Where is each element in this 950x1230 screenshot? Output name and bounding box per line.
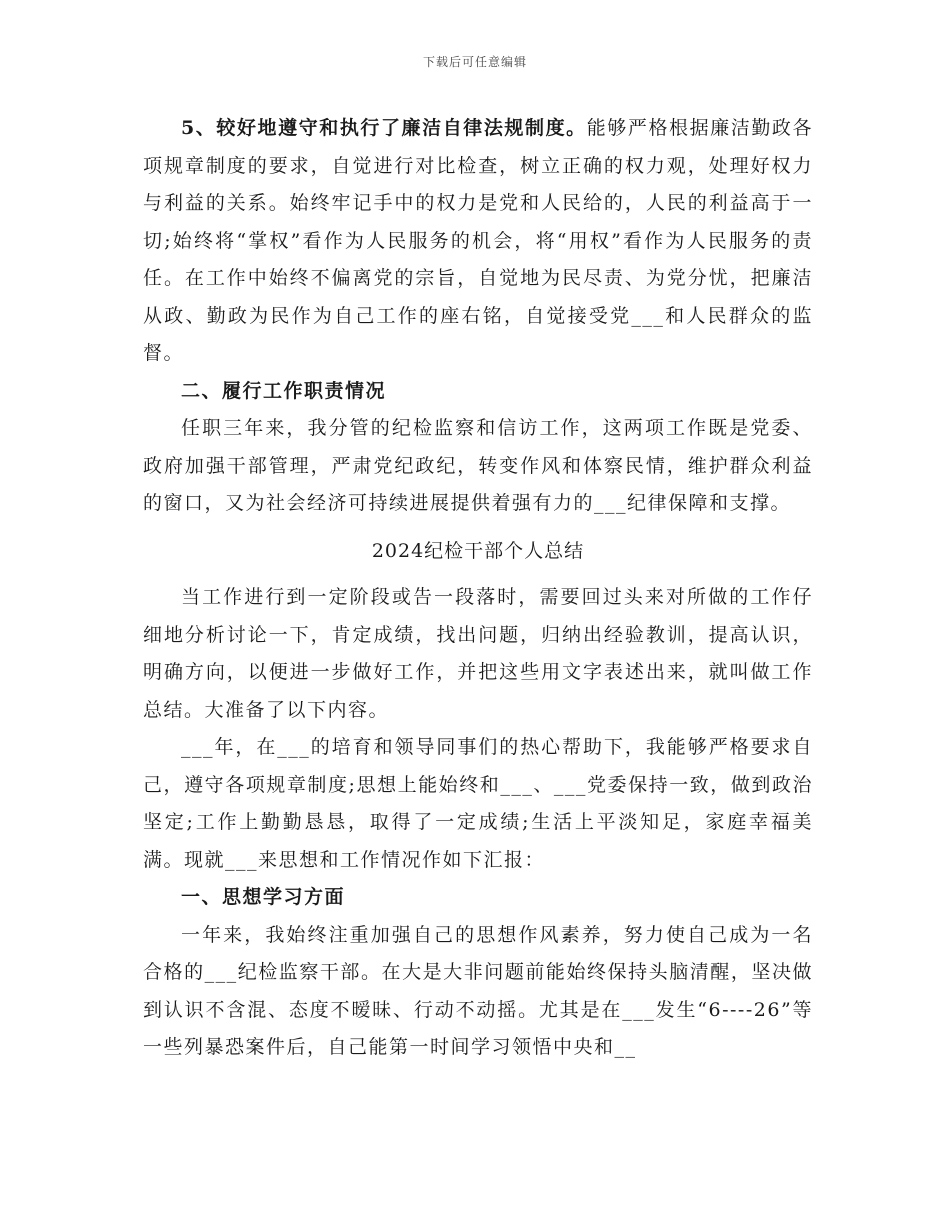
- paragraph-integrity-text: 能够严格根据廉洁勤政各项规章制度的要求，自觉进行对比检查，树立正确的权力观，处理好权力与利益的关系。始终牢记手中的权力是党和人民给的，人民的利益高于一切;始终将“掌权”看作为人民服务的机会，将“用权”看作为人民服务的责任。在工作中始终不偏离党的宗旨，自觉地为民尽责、为党分忧，把廉洁从政、勤政为民作为自己工作的座右铭，自觉接受党___和人民群众的监督。: [143, 117, 813, 364]
- paragraph-overview: ___年，在___的培育和领导同事们的热心帮助下，我能够严格要求自己，遵守各项规章制度;思想上能始终和___、___党委保持一致，做到政治坚定;工作上勤勤恳恳，取得了一定成绩;生活上平淡知足，家庭幸福美满。现就___来思想和工作情况作如下汇报：: [143, 736, 813, 871]
- paragraph-duties: 任职三年来，我分管的纪检监察和信访工作，这两项工作既是党委、政府加强干部管理，严肃党纪政纪，转变作风和体察民情，维护群众利益的窗口，又为社会经济可持续进展提供着强有力的___纪律保障和支撑。: [143, 417, 813, 514]
- document-title: 2024纪检干部个人总结: [371, 539, 585, 562]
- document-body: [143, 110, 813, 1067]
- paragraph-thought: 一年来，我始终注重加强自己的思想作风素养，努力使自己成为一名合格的___纪检监察干部。在大是大非问题前能始终保持头脑清醒，坚决做到认识不含混、态度不暧昧、行动不动摇。尤其是在___发生“6----26”等一些列暴恐案件后，自己能第一时间学习领悟中央和__: [143, 923, 813, 1058]
- paragraph-intro: 当工作进行到一定阶段或告一段落时，需要回过头来对所做的工作仔细地分析讨论一下，肯定成绩，找出问题，归纳出经验教训，提高认识，明确方向，以便进一步做好工作，并把这些用文字表述出来，就叫做工作总结。大准备了以下内容。: [143, 586, 813, 721]
- paragraph-integrity: [143, 110, 813, 373]
- section-heading-duties: 二、履行工作职责情况: [181, 379, 387, 402]
- section-heading-thought: 一、思想学习方面: [181, 886, 346, 908]
- paragraph-integrity-lead: 5、较好地遵守和执行了廉洁自律法规制度。: [181, 117, 587, 139]
- page-header-note: 下载后可任意编辑: [422, 55, 527, 69]
